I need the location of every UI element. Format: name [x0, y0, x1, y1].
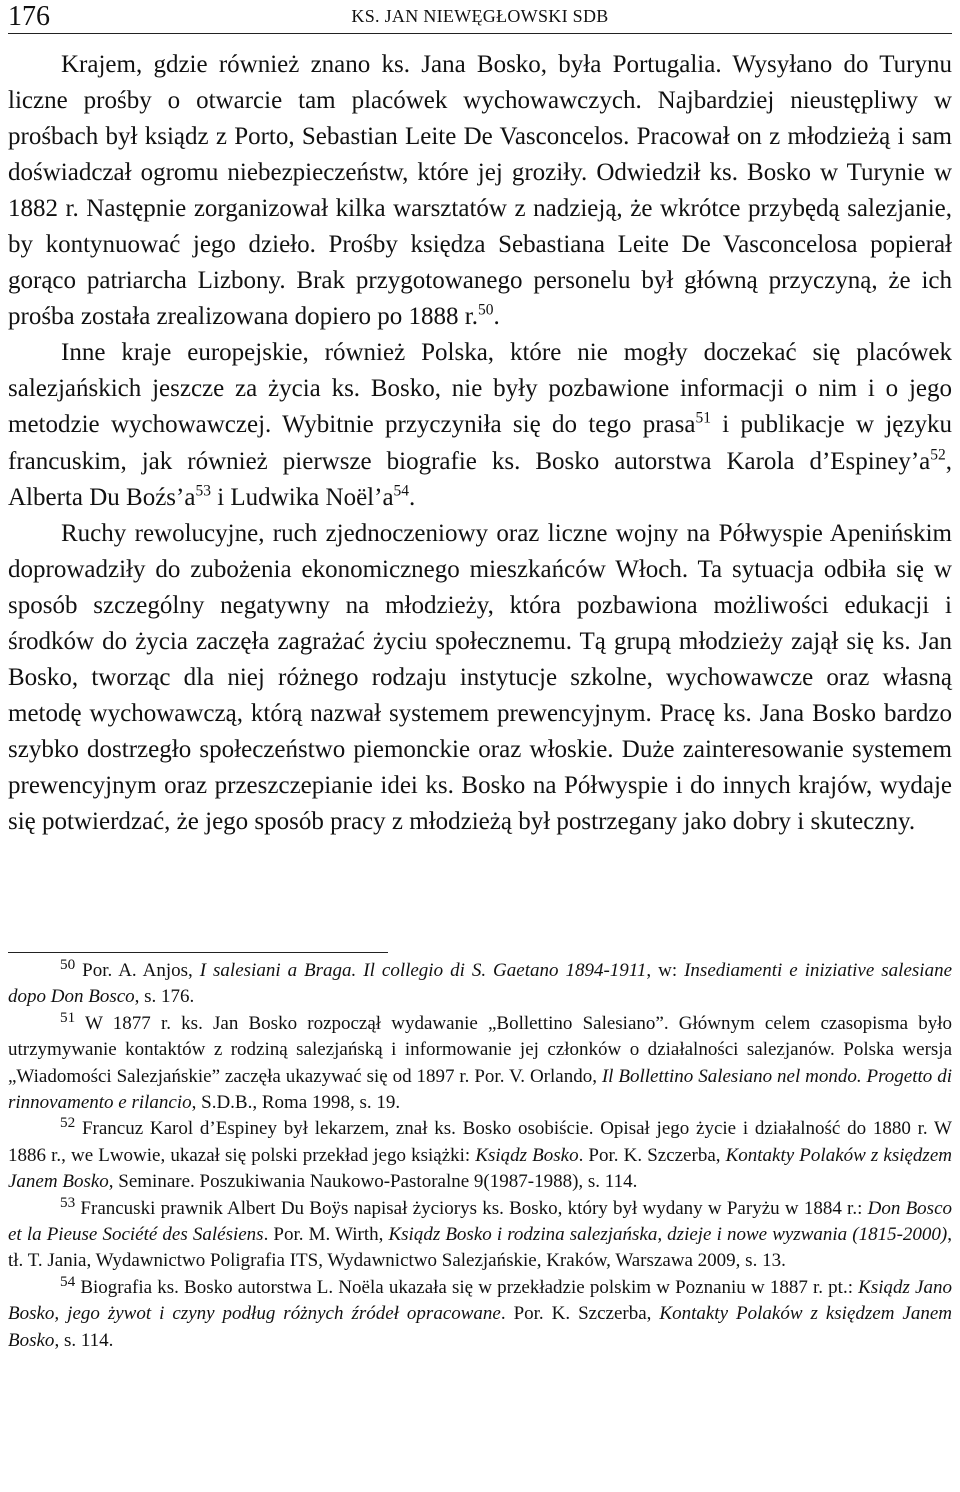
- paragraph: [8, 47, 952, 335]
- page-number: 176: [8, 1, 50, 32]
- footnote-text: , s. 114.: [54, 1329, 114, 1351]
- paragraph-text: .: [409, 483, 416, 511]
- footnote-number: 54: [60, 1273, 76, 1291]
- page-header: [8, 0, 952, 34]
- footnote-ref: 54: [393, 481, 410, 499]
- footnote-number: 50: [60, 956, 76, 974]
- footnote: [8, 1193, 952, 1275]
- footnote-separator: [8, 952, 388, 953]
- footnote: [8, 1116, 952, 1195]
- paragraph-text: Ruchy rewolucyjne, ruch zjednoczeniowy oraz liczne wojny na Półwyspie Apenińskim doprowadziły do zubożenia ekonomicznego mieszkańców Włoch. Ta sytuacja odbiła się w sposób szczególny negatywny na młodzieży, która pozbawiona możliwości edukacji i środków do życia zaczęła zagrażać życiu społecznemu. Tą grupą młodzieży zajął się ks. Jan Bosko, tworząc dla niej różnego rodzaju instytucje szkolne, wychowawcze oraz własną metodę wychowawczą, którą nazwał systemem prewencyjnym. Pracę ks. Jana Bosko bardzo szybko dostrzegło społeczeństwo piemonckie oraz włoskie. Duże zainteresowanie systemem prewencyjnym oraz przeszczepianie idei ks. Bosko na Półwyspie i do innych krajów, wydaje się potwierdzać, że jego sposób pracy z młodzieżą był postrzegany jako dobry i skuteczny.: [8, 519, 952, 835]
- footnote: [8, 958, 952, 1011]
- footnote-text: . Por. M. Wirth,: [263, 1224, 389, 1246]
- footnote: [8, 1008, 952, 1117]
- paragraph: [8, 516, 952, 840]
- footnote: [8, 1275, 952, 1354]
- footnote-title: Kontakty Polaków z księdzem Janem Bosko: [8, 1303, 952, 1351]
- footnote-number: 53: [60, 1193, 76, 1211]
- footnote-title: I salesiani a Braga. Il collegio di S. Gaetano 1894-1911: [199, 960, 647, 981]
- footnote-title: Insediamenti e iniziative salesiane dopo Don Bosco: [8, 960, 952, 1008]
- footnote-text: . Por. K. Szczerba,: [578, 1144, 726, 1166]
- footnotes: [8, 958, 952, 1354]
- footnote-text: , w:: [646, 960, 685, 981]
- footnote-text: , Seminare. Poszukiwania Naukowo-Pastoralne 9(1987-1988), s. 114.: [108, 1171, 638, 1193]
- paragraph-text: .: [493, 303, 500, 331]
- paragraph-text: , Alberta Du Boźs’a: [8, 447, 952, 511]
- paragraph-text: Inne kraje europejskie, również Polska, które nie mogły doczekać się placówek salezjańskich jeszcze za życia ks. Bosko, nie były pozbawione informacji o nim i o jego metodzie wychowawczej. Wybitnie przyczyniła się do tego prasa: [8, 339, 952, 439]
- footnote-title: Il Bollettino Salesiano nel mondo. Progetto di rinnovamento e rilancio: [8, 1065, 952, 1114]
- running-head: KS. JAN NIEWĘGŁOWSKI SDB: [351, 6, 609, 26]
- paragraph-text: i publikacje w języku francuskim, jak również pierwsze biografie ks. Bosko autorstwa Karola d’Espiney’a: [8, 411, 953, 475]
- paragraph: [8, 335, 952, 515]
- footnote-text: Francuski prawnik Albert Du Boÿs napisał życiorys ks. Bosko, który był wydany w Paryżu w 1884 r.:: [75, 1197, 868, 1219]
- paragraph-text: Krajem, gdzie również znano ks. Jana Bosko, była Portugalia. Wysyłano do Turynu liczne prośby o otwarcie tam placówek wychowawczych. Najbardziej nieustępliwy w prośbach był ksiądz z Porto, Sebastian Leite De Vasconcelos. Pracował on z młodzieżą i sam doświadczał ogromu niebezpieczeństw, które jej groziły. Odwiedził ks. Bosko w Turynie w 1882 r. Następnie zorganizował kilka warsztatów z nadzieją, że wkrótce przybędą salezjanie, by kontynuować jego dzieło. Prośby księdza Sebastiana Leite De Vasconcelosa popierał gorąco patriarcha Lizbony. Brak przygotowanego personelu był główną przyczyną, że ich prośba została zrealizowana dopiero po 1888 r.: [8, 51, 952, 331]
- footnote-text: , tł. T. Jania, Wydawnictwo Poligrafia ITS, Wydawnictwo Salezjańskie, Kraków, Warszawa 2009, s. 13.: [8, 1224, 952, 1272]
- footnote-text: . Por. K. Szczerba,: [500, 1303, 660, 1325]
- footnote-text: , S.D.B., Roma 1998, s. 19.: [191, 1092, 401, 1114]
- footnote-title: Ksiądz Bosko i rodzina salezjańska, dzieje i nowe wyzwania (1815-2000): [388, 1224, 948, 1246]
- footnote-title: Kontakty Polaków z księdzem Janem Bosko: [8, 1144, 952, 1193]
- footnote-text: Biografia ks. Bosko autorstwa L. Noëla ukazała się w przekładzie polskim w Poznaniu w 1887 r. pt.:: [75, 1276, 859, 1298]
- footnote-text: , s. 176.: [134, 986, 195, 1008]
- paragraph-text: i Ludwika Noël’a: [210, 483, 394, 511]
- footnote-text: W 1877 r. ks. Jan Bosko rozpoczął wydawanie „Bollettino Salesiano”. Głównym celem czasopisma było utrzymywanie kontaktów z rodziną salezjańską i informowanie jej członków o działalności salezjanów. Polska wersja „Wiadomości Salezjańskie” zaczęła ukazywać się od 1897 r. Por. V. Orlando,: [8, 1012, 952, 1087]
- footnote-number: 51: [60, 1008, 76, 1026]
- footnote-text: Francuz Karol d’Espiney był lekarzem, znał ks. Bosko osobiście. Opisał jego życie i działalność do 1880 r. W 1886 r., we Lwowie, ukazał się polski przekład jego książki:: [8, 1118, 952, 1166]
- footnote-ref: 50: [477, 301, 494, 319]
- main-text: [8, 47, 952, 840]
- footnote-title: Don Bosco et la Pieuse Société des Salésiens: [8, 1197, 952, 1246]
- footnote-title: Ksiądz Bosko: [475, 1144, 579, 1166]
- footnote-title: Ksiądz Jano Bosko, jego żywot i czyny podług różnych źródeł opracowane: [8, 1276, 952, 1325]
- footnote-ref: 53: [195, 481, 211, 499]
- footnote-text: Por. A. Anjos,: [75, 960, 200, 981]
- footnote-number: 52: [60, 1114, 76, 1132]
- footnote-ref: 52: [930, 445, 946, 463]
- footnote-ref: 51: [695, 409, 711, 427]
